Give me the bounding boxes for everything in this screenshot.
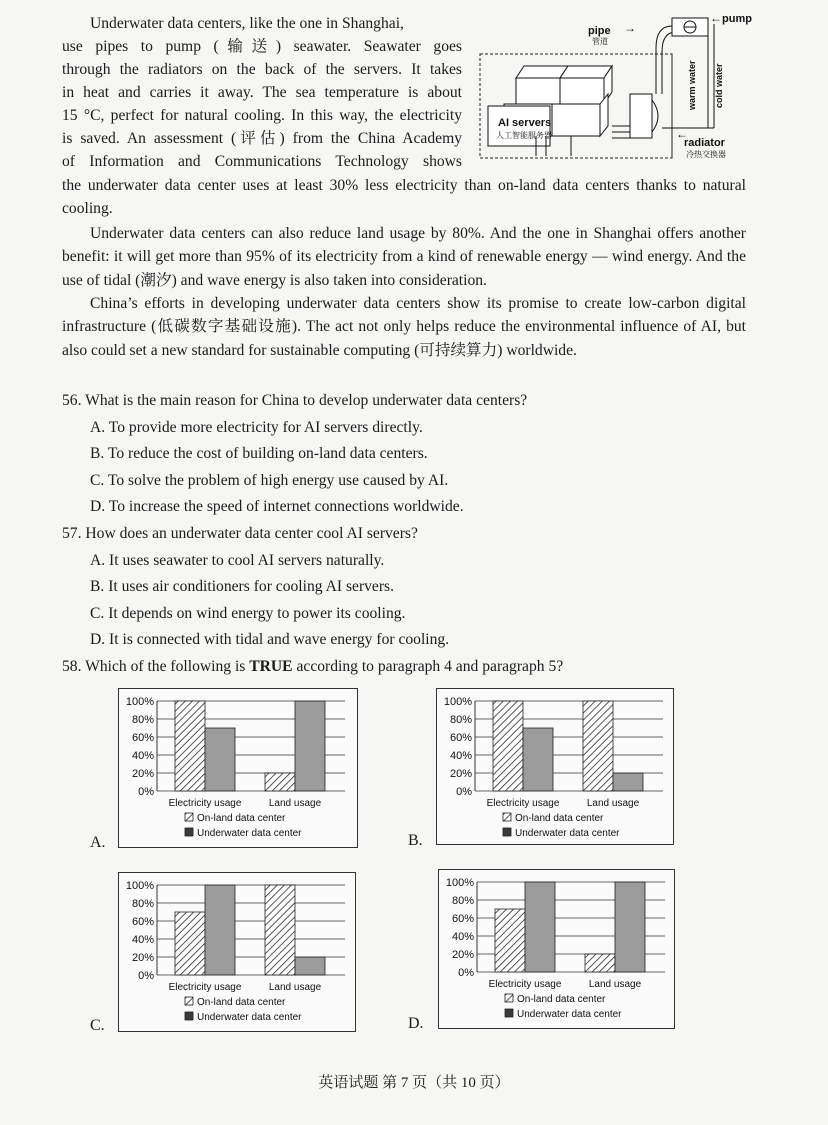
bar-onland [583,701,613,791]
bar-onland [265,773,295,791]
arrow-right-icon: → [624,21,636,35]
chart-option-d[interactable] [438,869,675,1029]
bar-underwater [615,882,645,972]
x-category-label: Land usage [588,979,642,990]
cooling-diagram-svg [476,8,766,168]
question-stem-start: 58. Which of the following is [62,658,250,675]
diagram-label-warm-water: warm water [687,60,697,110]
legend-label: On-land data center [515,813,604,824]
arrow-left-icon: ← [676,127,688,141]
legend-label: Underwater data center [517,1009,622,1020]
bar-onland [265,885,295,975]
chart-c-svg [119,873,355,1031]
legend-swatch-underwater [185,828,193,836]
radiator-icon [612,94,658,138]
choice-letter-b: B. [408,832,423,849]
question-stem: 57. How does an underwater data center cool AI servers? [62,525,418,542]
y-tick-label: 100% [443,696,472,708]
passage-line: of Information and Communications Technology shows [62,153,462,170]
bar-underwater [295,957,325,975]
chart-b-svg [437,689,673,844]
choice-letter-a: A. [90,834,106,851]
y-tick-label: 0% [456,786,472,798]
diagram-label-servers-cn: 人工智能服务器 [496,131,552,140]
bar-onland [493,701,523,791]
y-tick-label: 80% [131,714,154,726]
bar-underwater [523,728,553,791]
legend-label: Underwater data center [197,828,302,839]
question-58-stem [62,657,563,677]
bar-onland [175,912,205,975]
question-stem: 56. What is the main reason for China to develop underwater data centers? [62,392,528,409]
legend-label: Underwater data center [515,828,620,839]
legend-swatch-underwater [185,1012,193,1020]
passage-line: through the radiators on the back of the servers. It takes [62,61,462,78]
y-tick-label: 20% [131,952,154,964]
question-stem-end: according to paragraph 4 and paragraph 5? [292,658,564,675]
option-c[interactable]: C. To solve the problem of high energy use caused by AI. [90,472,449,489]
bar-underwater [613,773,643,791]
bar-underwater [205,728,235,791]
diagram-label-radiator: radiator [684,137,725,149]
bar-underwater [525,882,555,972]
bar-onland [585,954,615,972]
x-category-label: Electricity usage [486,798,560,809]
option-b[interactable]: B. To reduce the cost of building on-land data centers. [90,445,428,462]
chart-d-svg [439,870,674,1028]
chart-option-c[interactable] [118,872,356,1032]
choice-letter-c: C. [90,1017,105,1034]
option-a[interactable]: A. To provide more electricity for AI servers directly. [90,419,423,436]
y-tick-label: 100% [445,877,474,889]
legend-label: Underwater data center [197,1012,302,1023]
y-tick-label: 60% [451,913,474,925]
option-d[interactable]: D. It is connected with tidal and wave energy for cooling. [90,631,450,648]
legend-swatch-onland [185,813,193,821]
y-tick-label: 40% [451,931,474,943]
choice-letter-d: D. [408,1015,424,1032]
y-tick-label: 40% [131,934,154,946]
option-c[interactable]: C. It depends on wind energy to power its cooling. [90,605,406,622]
cooling-diagram [476,8,766,168]
passage-line: is saved. An assessment (评估) from the China Academy [62,130,462,147]
y-tick-label: 80% [451,895,474,907]
y-tick-label: 60% [131,916,154,928]
diagram-label-servers: AI servers [498,117,552,129]
y-tick-label: 20% [451,949,474,961]
chart-option-b[interactable] [436,688,674,845]
y-tick-label: 0% [138,786,154,798]
passage-paragraph-2: Underwater data centers can also reduce land usage by 80%. And the one in Shanghai offers another benefit: it will get more than 95% of its electricity from a kind of renewable energy — wind energy. And the use of tidal (潮汐) and wave energy is also taken into consideration. [62,225,746,289]
bar-underwater [295,701,325,791]
server-blocks [488,66,612,156]
bar-onland [495,909,525,972]
pipe-lines [656,24,714,128]
bar-underwater [205,885,235,975]
passage-line: the underwater data center uses at least 30% less electricity than on-land data centers thanks to natural cooling. [62,177,746,218]
x-category-label: Electricity usage [488,979,562,990]
passage-line: use pipes to pump (输送) seawater. Seawater goes [62,38,462,55]
question-stem-emphasis: TRUE [249,658,293,675]
pump-icon [672,18,708,36]
bar-onland [175,701,205,791]
x-category-label: Electricity usage [168,798,242,809]
legend-swatch-underwater [503,828,511,836]
chart-a-svg [119,689,357,847]
y-tick-label: 100% [125,696,154,708]
option-a[interactable]: A. It uses seawater to cool AI servers naturally. [90,552,385,569]
diagram-label-pipe-cn: 管道 [592,37,608,46]
y-tick-label: 60% [131,732,154,744]
y-tick-label: 80% [131,898,154,910]
y-tick-label: 20% [131,768,154,780]
diagram-label-cold-water: cold water [714,63,724,108]
arrow-left-icon: ← [710,11,722,25]
y-tick-label: 60% [449,732,472,744]
chart-option-a[interactable] [118,688,358,848]
x-category-label: Electricity usage [168,982,242,993]
page-footer: 英语试题 第 7 页（共 10 页） [318,1075,510,1091]
legend-swatch-onland [505,994,513,1002]
legend-swatch-onland [185,997,193,1005]
diagram-label-pump: pump [722,13,752,25]
legend-swatch-onland [503,813,511,821]
legend-label: On-land data center [517,994,606,1005]
y-tick-label: 0% [138,970,154,982]
diagram-label-pipe: pipe [588,25,611,37]
y-tick-label: 40% [449,750,472,762]
y-tick-label: 80% [449,714,472,726]
option-d[interactable]: D. To increase the speed of internet connections worldwide. [90,498,464,515]
legend-label: On-land data center [197,997,286,1008]
y-tick-label: 40% [131,750,154,762]
y-tick-label: 100% [125,880,154,892]
y-tick-label: 0% [458,967,474,979]
y-tick-label: 20% [449,768,472,780]
x-category-label: Land usage [268,982,322,993]
passage-line: in heat and carries it away. The sea temperature is about [62,84,462,101]
passage-paragraph-3: China’s efforts in developing underwater data centers show its promise to create low-carbon digital infrastructure (低碳数字基础设施). The act not only helps reduce the environmental influence of AI, but also could set a new standard for sustainable computing (可持续算力) worldwide. [62,295,746,359]
option-b[interactable]: B. It uses air conditioners for cooling AI servers. [90,578,395,595]
legend-swatch-underwater [505,1009,513,1017]
x-category-label: Land usage [268,798,322,809]
passage-line: 15 °C, perfect for natural cooling. In this way, the electricity [62,107,462,124]
legend-label: On-land data center [197,813,286,824]
x-category-label: Land usage [586,798,640,809]
diagram-label-radiator-cn: 冷热交换器 [686,150,726,159]
passage-line: Underwater data centers, like the one in Shanghai, [90,15,404,32]
